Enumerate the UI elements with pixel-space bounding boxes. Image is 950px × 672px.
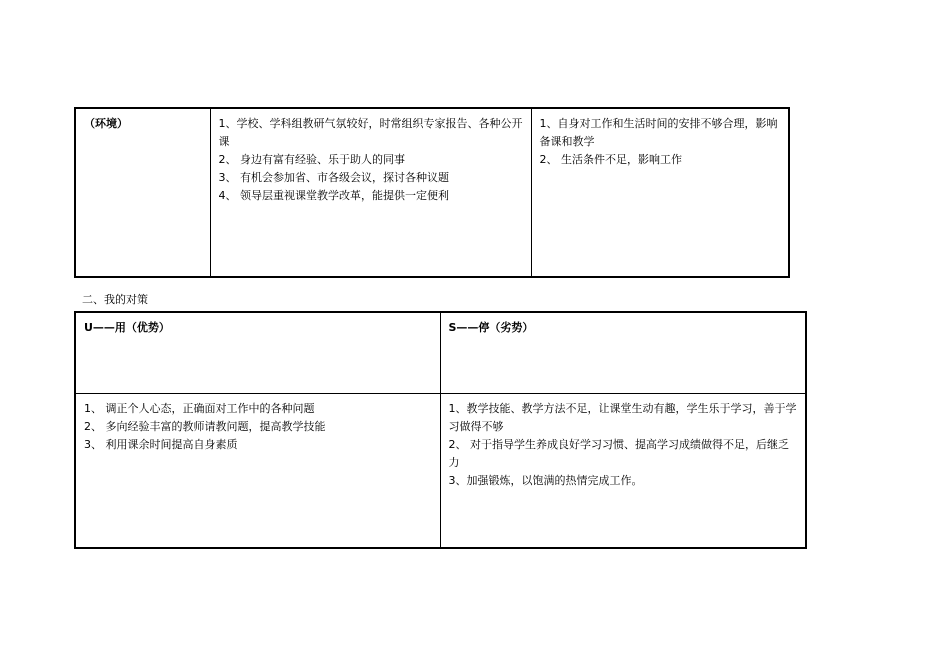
strength-items-cell — [75, 394, 440, 549]
strength-header-cell — [75, 312, 440, 394]
opportunity-item: 1、学校、学科组教研气氛较好，时常组织专家报告、各种公开课 — [218, 117, 523, 148]
strength-item: 1、 调正个人心态，正确面对工作中的各种问题 — [84, 402, 315, 415]
strategy-table — [74, 311, 807, 549]
opportunities-cell — [210, 108, 531, 277]
opportunity-item: 3、 有机会参加省、市各级会议，探讨各种议题 — [218, 171, 449, 184]
weakness-item: 1、教学技能、教学方法不足，让课堂生动有趣，学生乐于学习，善于学习做得不够 — [448, 402, 797, 433]
strength-header: U——用（优势） — [84, 321, 170, 334]
weakness-header-cell — [440, 312, 806, 394]
environment-label: （环境） — [84, 117, 128, 130]
opportunity-item: 4、 领导层重视课堂教学改革，能提供一定便利 — [218, 189, 449, 202]
threat-item: 2、 生活条件不足，影响工作 — [539, 153, 682, 166]
environment-label-cell — [75, 108, 210, 277]
opportunity-item: 2、 身边有富有经验、乐于助人的同事 — [218, 153, 405, 166]
weakness-item: 3、加强锻炼，以饱满的热情完成工作。 — [448, 474, 643, 487]
strength-item: 3、 利用课余时间提高自身素质 — [84, 438, 238, 451]
weakness-header: S——停（劣势） — [448, 321, 534, 334]
section-title: 二、我的对策 — [82, 293, 148, 306]
environment-table — [74, 107, 790, 278]
threats-cell — [531, 108, 789, 277]
threat-item: 1、自身对工作和生活时间的安排不够合理，影响备课和教学 — [539, 117, 778, 148]
weakness-items-cell — [440, 394, 806, 549]
weakness-item: 2、 对于指导学生养成良好学习习惯、提高学习成绩做得不足，后继乏力 — [448, 438, 789, 469]
strength-item: 2、 多向经验丰富的教师请教问题，提高教学技能 — [84, 420, 326, 433]
